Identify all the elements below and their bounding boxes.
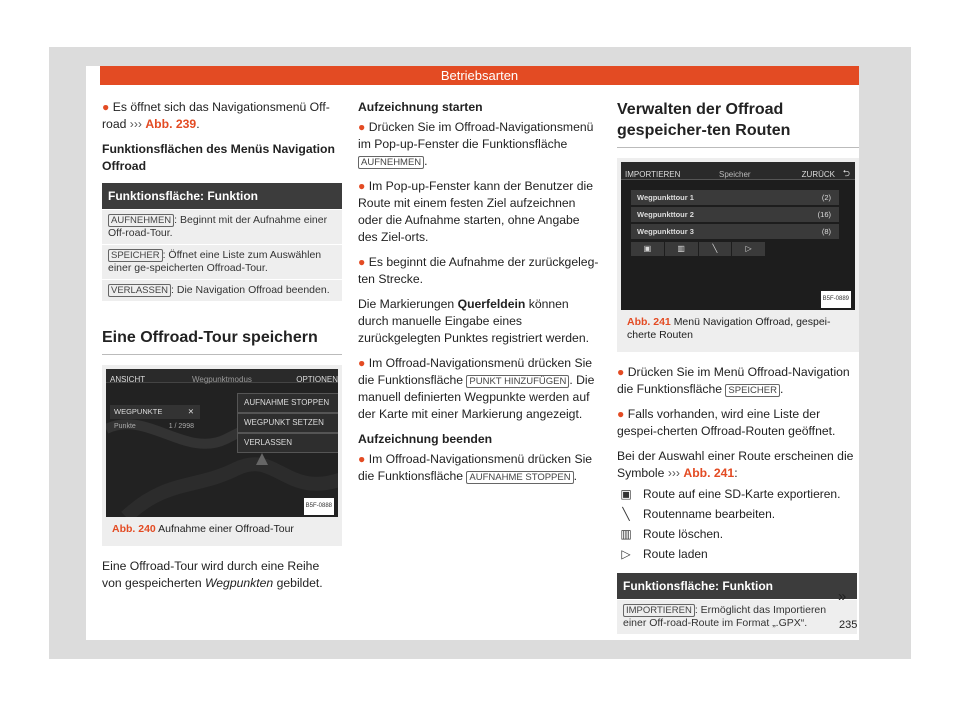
figure-code: B5F-0888 bbox=[304, 498, 334, 515]
figure-caption bbox=[106, 517, 338, 542]
paragraph bbox=[358, 296, 601, 347]
bullet-icon: ● bbox=[617, 407, 628, 421]
body-text-end: gebildet. bbox=[276, 576, 323, 590]
function-table bbox=[102, 183, 342, 301]
icon-legend-item bbox=[617, 526, 859, 543]
points-row bbox=[110, 421, 200, 433]
caption-text: Aufnahme einer Offroad-Tour bbox=[158, 523, 294, 535]
ref-arrow: ››› bbox=[129, 117, 142, 131]
table-heading: Funktionsflächen des Menüs Navigation Offroad bbox=[102, 142, 335, 173]
save-icon: ▣ bbox=[620, 487, 632, 501]
paragraph bbox=[358, 355, 601, 423]
bullet-icon: ● bbox=[358, 120, 369, 134]
back-arrow-icon[interactable]: ⮌ bbox=[842, 168, 850, 178]
column-1 bbox=[102, 99, 342, 600]
row-text: : Die Navigation Offroad beenden. bbox=[171, 284, 330, 296]
text: Drücken Sie im Menü Offroad-Navigation die Funktionsfläche bbox=[617, 365, 850, 396]
paragraph: ● Im Offroad-Navigationsmenü drücken Sie die Funktionsfläche AUFNAHME STOPPEN . bbox=[358, 452, 593, 483]
key-label: SPEICHER bbox=[108, 249, 163, 262]
bullet-icon: ● bbox=[358, 452, 369, 466]
table-row bbox=[617, 599, 857, 634]
storage-title: Speicher bbox=[719, 170, 751, 179]
section-title: Verwalten der Offroad gespeicher-ten Routen bbox=[617, 99, 859, 148]
bullet-icon: ● bbox=[102, 100, 110, 114]
key-label: SPEICHER bbox=[725, 384, 780, 397]
pencil-icon[interactable]: ╲ bbox=[699, 242, 732, 256]
key-label: AUFNEHMEN bbox=[108, 214, 174, 227]
bold-term: Querfeldein bbox=[457, 297, 526, 311]
key-label: AUFNEHMEN bbox=[358, 156, 424, 169]
trash-icon: ▥ bbox=[620, 527, 632, 541]
pencil-icon: ╲ bbox=[622, 507, 630, 521]
text: Bei der Auswahl einer Route erscheinen die Symbole bbox=[617, 449, 854, 480]
key-label: PUNKT HINZUFÜGEN bbox=[466, 375, 569, 388]
subheading-start: Aufzeichnung starten bbox=[358, 100, 483, 114]
text: Es beginnt die Aufnahme der zurückgeleg-ten Strecke. bbox=[358, 255, 599, 286]
table-head: Funktionsfläche: Funktion bbox=[617, 573, 857, 599]
chapter-header: Betriebsarten bbox=[100, 66, 859, 85]
waypoints-label: WEGPUNKTE bbox=[114, 407, 163, 416]
menu-exit[interactable]: VERLASSEN bbox=[237, 433, 338, 453]
bullet-icon: ● bbox=[358, 179, 369, 193]
body-text: Eine Offroad-Tour wird durch eine Reihe von gespeicherten bbox=[102, 559, 320, 590]
legend-text: Route laden bbox=[643, 547, 708, 561]
figure-ref-link[interactable]: Abb. 241 bbox=[683, 466, 735, 480]
trash-icon[interactable]: ▥ bbox=[665, 242, 698, 256]
text: Drücken Sie im Offroad-Navigationsmenü im Pop-up-Fenster die Funktionsfläche bbox=[358, 120, 594, 151]
column-3 bbox=[617, 99, 859, 634]
points-label: Punkte bbox=[114, 423, 136, 430]
legend-text: Routenname bearbeiten. bbox=[643, 507, 776, 521]
back-button[interactable]: ZURÜCK bbox=[801, 170, 835, 179]
text: Im Offroad-Navigationsmenü drücken Sie die Funktionsfläche bbox=[358, 452, 593, 483]
icon-legend-item bbox=[617, 506, 859, 523]
icon-legend-item bbox=[617, 486, 859, 503]
page-number: 235 bbox=[839, 619, 858, 631]
route-name: Wegpunkttour 2 bbox=[637, 210, 694, 219]
mode-title: Wegpunktmodus bbox=[192, 375, 252, 384]
function-table bbox=[617, 573, 857, 634]
bullet-icon: ● bbox=[617, 365, 628, 379]
text: Falls vorhanden, wird eine Liste der gespei-cherten Offroad-Routen geöffnet. bbox=[617, 407, 836, 438]
intro-text: Es öffnet sich das Navigationsmenü Off-road bbox=[102, 100, 330, 131]
bullet-icon: ● bbox=[358, 356, 369, 370]
text: . Die manuell definierten Wegpunkte werden auf der Karte mit einer Markierung angezeigt. bbox=[358, 373, 595, 421]
waypoints-panel[interactable] bbox=[110, 405, 200, 419]
continue-mark: » bbox=[838, 588, 847, 605]
save-icon[interactable]: ▣ bbox=[631, 242, 664, 256]
bullet-icon: ● bbox=[358, 255, 369, 269]
section-title: Eine Offroad-Tour speichern bbox=[102, 327, 342, 355]
text: können durch manuelle Eingabe eines zurückgelegten Punktes registriert werden. bbox=[358, 297, 590, 345]
play-icon[interactable]: ▷ bbox=[732, 242, 765, 256]
tab-ansicht[interactable]: ANSICHT bbox=[110, 375, 146, 384]
figure-240 bbox=[102, 365, 342, 546]
text: Im Offroad-Navigationsmenü drücken Sie die Funktionsfläche bbox=[358, 356, 593, 387]
paragraph bbox=[617, 406, 859, 440]
map-screenshot bbox=[106, 369, 338, 517]
figure-code: B5F-0889 bbox=[821, 291, 851, 308]
key-label: AUFNAHME STOPPEN bbox=[466, 471, 573, 484]
table-row bbox=[102, 244, 342, 279]
caption-text: Menü Navigation Offroad, gespei-cherte Routen bbox=[627, 316, 831, 341]
storage-screenshot bbox=[621, 162, 855, 310]
route-row[interactable] bbox=[631, 224, 839, 239]
play-icon: ▷ bbox=[621, 547, 631, 561]
paragraph: ● Drücken Sie im Menü Offroad-Navigation die Funktionsfläche SPEICHER . bbox=[617, 365, 850, 396]
route-count: (16) bbox=[817, 210, 831, 219]
tab-optionen[interactable]: OPTIONEN bbox=[296, 375, 338, 384]
points-count: 1 / 2998 bbox=[168, 423, 194, 430]
text: Die Markierungen bbox=[358, 297, 455, 311]
key-label: VERLASSEN bbox=[108, 284, 171, 297]
import-button[interactable]: IMPORTIEREN bbox=[625, 170, 681, 179]
table-head: Funktionsfläche: Funktion bbox=[102, 183, 342, 209]
figure-241 bbox=[617, 158, 859, 352]
row-text: : Ermöglicht das Importieren einer Off-road-Route im Format „.GPX“. bbox=[623, 604, 827, 629]
row-text: : Öffnet eine Liste zum Auswählen einer ge-speicherten Offroad-Tour. bbox=[108, 249, 322, 274]
paragraph bbox=[358, 254, 601, 288]
menu-set-waypoint[interactable]: WEGPUNKT SETZEN bbox=[237, 413, 338, 433]
key-label: IMPORTIEREN bbox=[623, 604, 695, 617]
figure-ref-link[interactable]: Abb. 239 bbox=[145, 117, 197, 131]
text: Im Pop-up-Fenster kann der Benutzer die Route mit einem festen Ziel aufzeichnen oder die Aufnahme starten, ohne Angabe des Ziel-orts. bbox=[358, 179, 593, 244]
figure-label: Abb. 241 bbox=[627, 316, 671, 328]
route-row[interactable] bbox=[631, 190, 839, 205]
paragraph bbox=[358, 178, 601, 246]
legend-text: Route löschen. bbox=[643, 527, 724, 541]
menu-stop-recording[interactable]: AUFNAHME STOPPEN bbox=[237, 393, 338, 413]
ref-arrow: ››› bbox=[667, 466, 680, 480]
legend-text: Route auf eine SD-Karte exportieren. bbox=[643, 487, 841, 501]
intro-paragraph: ● Es öffnet sich das Navigationsmenü Off-road ››› Abb. 239. bbox=[102, 100, 330, 131]
paragraph: Bei der Auswahl einer Route erscheinen die Symbole ››› Abb. 241: bbox=[617, 449, 854, 480]
body-paragraph bbox=[102, 558, 342, 592]
body-emphasis: Wegpunkten bbox=[205, 576, 274, 590]
route-count: (8) bbox=[821, 227, 831, 236]
figure-caption bbox=[621, 310, 855, 348]
figure-label: Abb. 240 bbox=[112, 523, 156, 535]
route-actions bbox=[631, 242, 765, 256]
paragraph: ● Drücken Sie im Offroad-Navigationsmenü im Pop-up-Fenster die Funktionsfläche AUFNEHMEN . bbox=[358, 120, 594, 168]
table-row bbox=[102, 209, 342, 244]
icon-legend-item bbox=[617, 546, 859, 563]
route-row[interactable] bbox=[631, 207, 839, 222]
route-name: Wegpunkttour 1 bbox=[637, 193, 694, 202]
map-topbar bbox=[106, 369, 338, 383]
close-icon[interactable]: ✕ bbox=[187, 407, 194, 416]
route-name: Wegpunkttour 3 bbox=[637, 227, 694, 236]
storage-topbar bbox=[621, 162, 855, 180]
table-row bbox=[102, 279, 342, 301]
subheading-end: Aufzeichnung beenden bbox=[358, 432, 493, 446]
column-2 bbox=[358, 99, 601, 493]
row-text: : Beginnt mit der Aufnahme einer Off-road-Tour. bbox=[108, 214, 328, 239]
route-count: (2) bbox=[821, 193, 831, 202]
